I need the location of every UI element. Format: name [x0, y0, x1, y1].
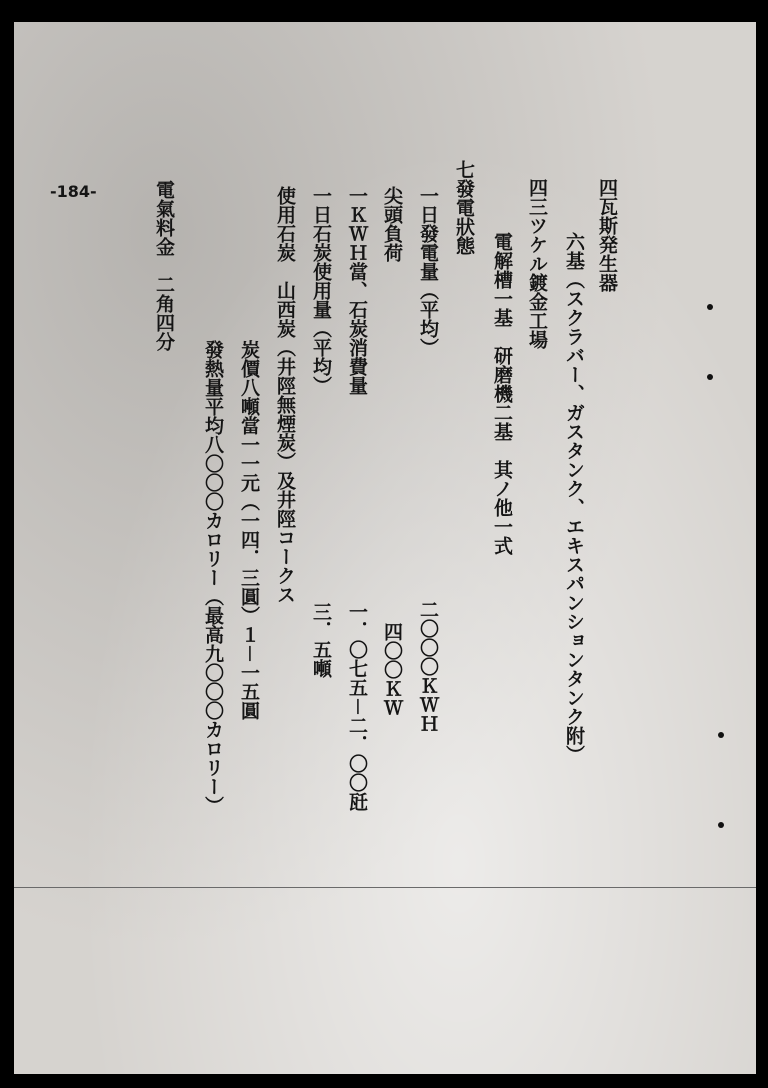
binding-hole-mark — [707, 304, 713, 310]
text-line: 炭價八噸當一一元（一四．三圓）１－一五圓 — [238, 340, 260, 721]
section-heading-nickel-plating: 四三ツケル鍍金工場 — [526, 178, 548, 349]
text-line: 一日石炭使用量（平均） — [310, 186, 332, 395]
value-line: 二〇〇〇ＫＷＨ — [417, 600, 439, 733]
text-line: 電解槽一基 研磨機二基 其ノ他一式 — [491, 232, 513, 555]
value-line: 四〇〇ＫＷ — [381, 622, 403, 717]
horizontal-rule — [14, 887, 756, 888]
binding-hole-mark — [718, 822, 724, 828]
text-line: 使用石炭 山西炭（井陘無煙炭）及井陘コークス — [274, 186, 296, 604]
text-line: 六基（スクラバー、ガスタンク、エキスパンションタンク附） — [563, 232, 585, 764]
value-line: 一．〇七五－二．〇〇瓩 — [346, 602, 368, 812]
page-number: -184- — [50, 182, 97, 201]
document-page — [14, 22, 756, 1074]
text-line: 電氣料金 二角四分 — [153, 180, 175, 351]
binding-hole-mark — [707, 374, 713, 380]
text-line: 一日發電量（平均） — [417, 186, 439, 357]
section-heading-power-status: 七發電狀態 — [453, 160, 475, 255]
value-line: 三．五噸 — [310, 602, 332, 678]
text-line: 一ＫＷＨ當、石炭消費量 — [346, 186, 368, 395]
section-heading-gas-generator: 四瓦斯発生器 — [596, 178, 618, 292]
binding-hole-mark — [718, 732, 724, 738]
text-line: 尖頭負荷 — [381, 186, 403, 262]
text-line: 發熱量平均八〇〇〇カロリー（最高九〇〇〇カロリー） — [202, 340, 224, 815]
